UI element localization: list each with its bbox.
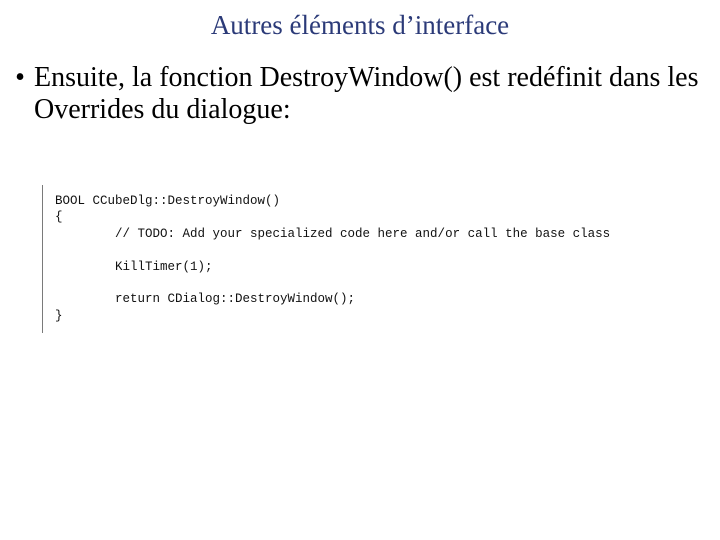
slide-title: Autres éléments d’interface	[210, 10, 510, 40]
code-snippet	[42, 185, 683, 333]
code-line: {	[55, 210, 63, 224]
code-line: }	[55, 309, 63, 323]
code-comment-line: // TODO: Add your specialized code here and/or call the base class	[55, 227, 611, 241]
bullet-text: Ensuite, la fonction DestroyWindow() est redéfinit dans les Overrides du dialogue:	[34, 62, 699, 125]
code-line: KillTimer(1);	[55, 260, 213, 274]
code-line: BOOL CCubeDlg::DestroyWindow()	[55, 194, 281, 208]
code-line: return CDialog::DestroyWindow();	[55, 292, 356, 306]
bullet-item	[6, 62, 712, 126]
bullet-icon: •	[15, 62, 25, 93]
